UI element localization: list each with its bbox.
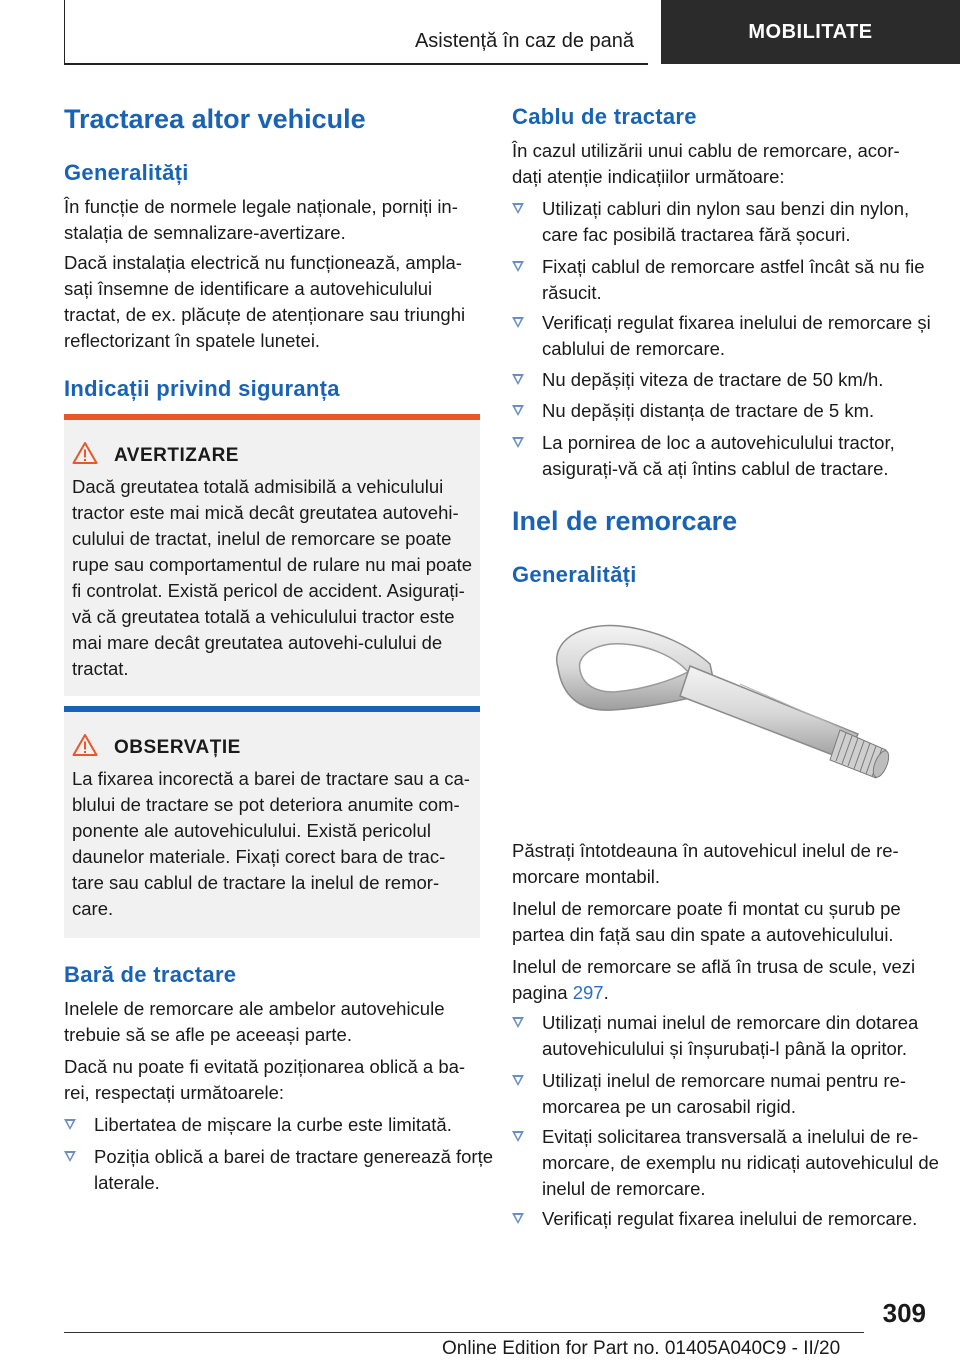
bullet-marker-icon [512,1131,524,1142]
cable-bullet-1: Utilizați cabluri din nylon sau benzi din nylon, care fac posibilă tractarea fără șocuri. [512,196,938,248]
general-paragraph-2: Dacă instalația electrică nu funcționează, ampla-sați însemne de identificare a autovehiculului tractat, de ex. plăcuțe de atenționare sau triunghi reflectorizant în spatele lunetei. [64,252,466,351]
bullet-marker-icon [512,261,524,272]
chapter-tab: MOBILITATE [661,0,960,64]
bullet-marker-icon [512,317,524,328]
bullet-marker-icon [512,405,524,416]
bullet-marker-icon [512,374,524,385]
cable-paragraph: În cazul utilizării unui cablu de remorcare, acor-dați atenție indicațiilor următoare: [512,140,900,187]
general-heading: Generalități [64,160,189,185]
bar-paragraph-1: Inelele de remorcare ale ambelor autovehicule trebuie să se afle pe aceeași parte. [64,998,445,1045]
warning-bar [64,414,480,420]
ring-bullet-1: Utilizați numai inelul de remorcare din dotarea autovehiculului și înșurubați-l până la opritor. [512,1010,960,1062]
header-rule [64,63,648,65]
safety-heading: Indicații privind siguranța [64,376,340,401]
cable-bullet-2: Fixați cablul de remorcare astfel încât să nu fie răsucit. [512,254,938,306]
header-divider [64,0,65,64]
bullet-marker-icon [512,1075,524,1086]
ring-heading: Inel de remorcare [512,506,738,536]
cable-bullet-3: Verificați regulat fixarea inelului de remorcare și cablului de remorcare. [512,310,938,362]
ring-bullet-2: Utilizați inelul de remorcare numai pentru re-morcarea pe un carosabil rigid. [512,1068,942,1120]
caution-triangle-icon [72,733,98,757]
notice-title: OBSERVAȚIE [114,737,241,758]
general-paragraph-1: În funcție de normele legale naționale, porniți in-stalația de semnalizare-avertizare. [64,196,458,243]
bar-bullet-1: Libertatea de mișcare la curbe este limitată. [64,1112,494,1138]
footer-rule [64,1332,864,1333]
warning-title: AVERTIZARE [114,445,239,466]
notice-text: La fixarea incorectă a barei de tractare sau a ca-blului de tractare se pot deteriora anumite com-ponente ale autovehiculului. Există pericolul daunelor materiale. Fixați corect bara de trac-tare sau cablul de tractare la inelul de remor-care. [72,768,470,919]
page-reference-link[interactable]: 297 [572,982,604,1003]
bullet-marker-icon [512,1213,524,1224]
bar-bullet-2: Poziția oblică a barei de tractare generează forțe laterale. [64,1144,494,1196]
cable-bullet-5: Nu depășiți distanța de tractare de 5 km. [512,398,938,424]
bullet-marker-icon [64,1151,76,1162]
ring-paragraph-3: Inelul de remorcare se află în trusa de scule, vezi pagina 297. [512,956,916,1003]
edition-note: Online Edition for Part no. 01405A040C9 - II/20 [442,1338,841,1359]
bar-heading: Bară de tractare [64,962,237,987]
cable-heading: Cablu de tractare [512,104,697,129]
bullet-marker-icon [512,437,524,448]
notice-box [64,706,480,938]
bullet-marker-icon [512,1017,524,1028]
towing-eye-icon [540,612,930,812]
cable-bullet-4: Nu depășiți viteza de tractare de 50 km/h. [512,367,938,393]
section-title: Asistență în caz de pană [414,30,634,52]
ring-bullet-4: Verificați regulat fixarea inelului de remorcare. [512,1206,960,1232]
warning-triangle-icon [72,441,98,465]
page-number: 309 [882,1298,926,1328]
bullet-marker-icon [64,1119,76,1130]
ring-paragraph-2: Inelul de remorcare poate fi montat cu șurub pe partea din față sau din spate a autovehiculului. [512,898,901,945]
bullet-marker-icon [512,203,524,214]
page-title: Tractarea altor vehicule [64,104,366,134]
ring-bullet-3: Evitați solicitarea transversală a inelului de re-morcare, de exemplu nu ridicați autovehiculul de inelul de remorcare. [512,1124,942,1202]
page-header [0,0,960,66]
cable-bullet-6: La pornirea de loc a autovehiculului tractor, asigurați-vă că ați întins cablul de tractare. [512,430,938,482]
warning-text: Dacă greutatea totală admisibilă a vehiculului tractor este mai mică decât greutatea autovehi-culului de tractat, inelul de remorcare se poate rupe sau comportamentul de rulare nu mai poate fi controlat. Există pericol de accident. Asigurați-vă că greutatea totală a vehiculului tractor este mai mare decât greutatea autovehi-culului de tractat. [72,476,473,679]
ring-general-heading: Generalități [512,562,637,587]
warning-box [64,414,480,696]
towing-eye-image [540,612,930,812]
notice-bar [64,706,480,712]
ring-paragraph-1: Păstrați întotdeauna în autovehicul inelul de re-morcare montabil. [512,840,899,887]
bar-paragraph-2: Dacă nu poate fi evitată poziționarea oblică a ba-rei, respectați următoarele: [64,1056,466,1103]
